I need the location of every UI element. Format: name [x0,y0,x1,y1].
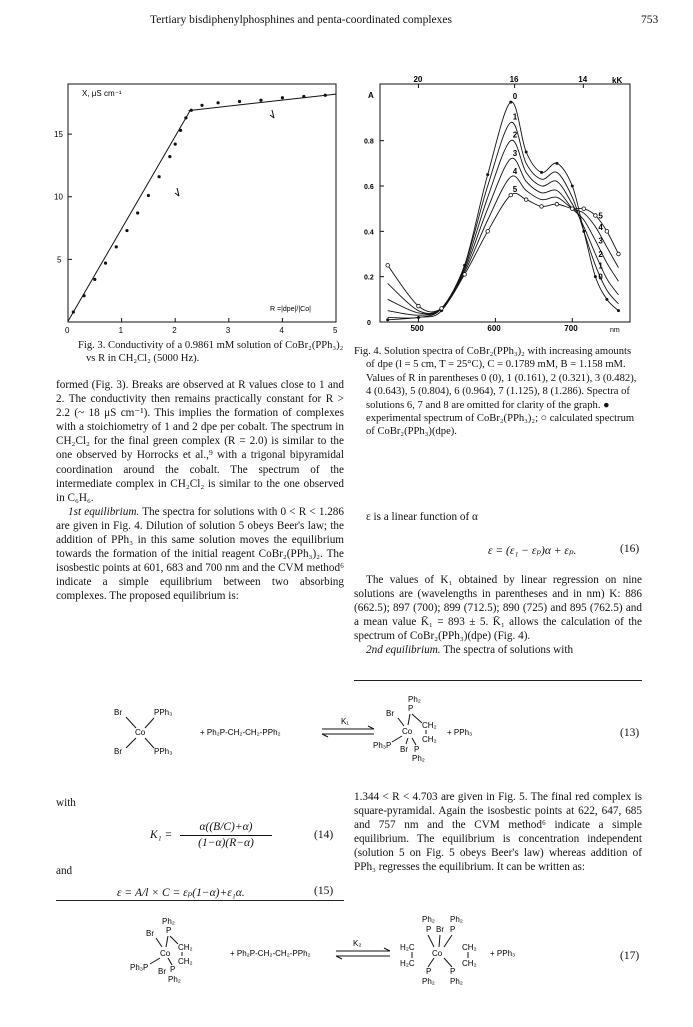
eq16-number: (16) [620,543,640,555]
fig4-top-tick-label: 20 [413,75,423,84]
left-column [56,378,344,604]
fig4-peak-label: 3 [512,148,518,158]
fig3-data-point [174,143,177,146]
reactant-pph3-top: PPh₃ [154,708,173,717]
fig4-curve-label: 5 [598,211,603,221]
fig3-caption: Fig. 3. Conductivity of a 0.9861 mM solution of CoBr₂(PPh₃)₂ vs R in CH₂Cl₂ (5000 Hz). [78,340,344,365]
fig4-x-tick-label: 500 [410,324,424,333]
s17-plus-pph3: + PPh₃ [490,949,516,958]
fig4-experimental-point [386,318,389,321]
s17-r-p-bl: P [426,967,432,976]
scheme13-plus-pph3: + PPh₃ [447,728,473,737]
first-equilibrium-heading: 1st equilibrium. [68,505,140,518]
fig3-data-point [302,95,305,98]
s17-r-co: Co [432,949,443,958]
fig4-y-tick-label: 0.6 [364,184,374,191]
s17-r-ph2-bl: Ph₂ [422,977,435,986]
eq15: ε = A/l × C = εₚ(1−α)+ε₁α. [117,887,245,899]
product-br-top: Br [386,709,394,718]
reactant-br-bottom: Br [114,747,122,756]
s17-r-p-tr: P [450,925,456,934]
product-p-bottom: P [414,745,420,754]
fig3-data-point [72,310,75,313]
scheme13-k1: K₁ [341,717,350,726]
s17-l-p-bottom: P [170,965,176,974]
k1-values-para: The values of K₁ obtained by linear regression on nine solutions are (wavelengths in parentheses and in nm) K: 886 (662.5); 897 (700); 899 (712.5); 890 (725) and 895 (762.5) and a mean value K̄₁ = 893 ± 5. K̄₁ allows the calculation of the spectrum of CoBr₂(PPh₃)(dpe) (Fig. 4). [354,574,642,643]
fig4-experimental-point [540,171,543,174]
left-para-1: formed (Fig. 3). Breaks are observed at R values close to 1 and 2. The conductivity then remains practically constant for R > 2.2 (~ 18 μS cm⁻¹). This implies the formation of complexes with a stoichiometry of 1 and 2 dpe per cobalt. The spectrum in CH₂Cl₂ for the final green complex (R = 2.0) is similar to the one observed by Horrocks et al.,⁹ with a trigonal bipyramidal coordination around the cobalt. The spectrum of the intermediate complex in CH₂Cl₂ is similar to the one observed in C₆H₆. [56,379,344,504]
fig4-y-tick-label: 0.4 [364,229,374,237]
fig4-x-tick-label: 600 [487,324,501,333]
right-column-para3-box [354,790,642,875]
fig3-fit-line [189,94,336,111]
fig4-calculated-point [582,207,586,211]
fig4-bottom-unit: nm [610,327,620,334]
fig3-data-point [190,109,193,112]
second-equilibrium-tail: The spectra of solutions with [440,644,574,657]
fig3-y-tick-label: 10 [54,192,63,202]
s17-r-ph2-br: Ph₂ [450,977,463,986]
second-equilibrium-para [354,643,642,657]
fig4-calculated-point [571,207,575,211]
fig4-curve-2 [388,140,619,315]
right-column [354,510,642,524]
page-number: 753 [641,14,659,26]
fig3-data-point [93,278,96,281]
s17-l-br-top: Br [146,929,154,938]
fig3-data-point [179,129,182,132]
s17-r-h2c-top: H₂C [400,943,415,952]
left-para-2-text: The spectra for solutions with 0 < R < 1.286 are given in Fig. 4. Dilution of solution 5 obeys Beer's law; the addition of PPh₃ in this same solution moves the equilibrium towards the formation of the initial reagent CoBr₂(PPh₃)₂. The isosbestic points at 601, 683 and 700 nm and the CVM method⁶ indicate a simple equilibrium between two absorbing complexes. The proposed equilibrium is: [56,505,344,603]
fig4-top-unit: kK [612,76,623,85]
eq17-number: (17) [620,950,640,962]
s17-l-ph2-bottom: Ph₂ [168,975,181,984]
fig3-chart [56,80,346,348]
fig4-caption [354,345,642,439]
fig3-y-tick-label: 5 [57,255,62,265]
scheme-13 [90,690,650,782]
linear-function-note: ε is a linear function of α [366,511,478,523]
fig4-axis-A: A [368,91,374,100]
fig4-curve-5 [388,193,619,312]
fig4-caption-text: Fig. 4. Solution spectra of CoBr₂(PPh₃)₂ with increasing amounts of dpe (l = 5 cm, T = 25°C), C = 0.1789 mM, B = 1.158 mM. Values of R in parentheses 0 (0), 1 (0.161), 2 (0.321), 3 (0.482), 4 (0.643), 5 (0.804), 6 (0.964), 7 (1.125), 8 (1.286). Spectra of solutions 6, 7 and 8 are omitted for clarity of the graph. ● experimental spectrum of CoBr₂(PPh₃)₂; ○ calculated spectrum of CoBr₂(PPh₃)(dpe). [354,346,637,438]
s17-l-co: Co [160,949,171,958]
fig3-data-point [184,116,187,119]
product-ph2-top: Ph₂ [408,695,421,704]
and-label: and [56,865,73,877]
fig3-data-point [136,211,139,214]
fig3-x-tick-label: 3 [225,326,231,335]
fig4-calculated-point [594,214,598,218]
eq16: ε = (ε₁ − εₚ)α + εₚ. [488,545,577,557]
fig4-curve-label: 1 [598,261,603,271]
fig3-data-point [104,262,107,265]
fig4-curve-label: 2 [598,250,603,259]
fig4-top-tick-label: 14 [578,75,588,84]
s17-l-p-top: P [166,926,172,935]
fig4-experimental-point [571,185,574,188]
running-title: Tertiary bisdiphenylphosphines and penta-coordinated complexes [150,14,452,26]
s17-r-p-tl: P [426,925,432,934]
fig4-chart [354,74,646,340]
fig3-x-tick-label: 2 [172,326,177,335]
second-equilibrium-heading: 2nd equilibrium. [366,644,441,657]
scheme13-plus-dpe: + Ph₂P-CH₂-CH₂-PPh₂ [200,728,281,737]
fig4-y-tick-label: 0 [367,320,371,327]
fig3-data-point [158,175,161,178]
left-column-rule [56,900,344,901]
right-para-3: 1.344 < R < 4.703 are given in Fig. 5. The final red complex is square-pyramidal. Again the isosbestic points at 622, 647, 685 and 757 nm and the CVM method⁶ indicate a simple equilibrium. The equilibrium is concentration independent (solution 5 on Fig. 5 obeys Beer's law) whereas addition of PPh₃ regresses the equilibrium. It can be written as: [354,791,642,874]
s17-r-ch2-top: CH₂ [462,943,477,952]
right-column-rule [354,680,642,681]
eq13-number: (13) [620,727,640,739]
fig4-experimental-point [605,298,608,301]
reactant-pph3-bottom: PPh₃ [154,747,173,756]
s17-r-ch2-bottom: CH₂ [462,959,477,968]
eq14-fraction [180,820,272,851]
reactant-br-top: Br [114,708,122,717]
s17-l-ch2-bottom: CH₂ [178,957,193,966]
fig4-y-tick-label: 0.2 [364,274,374,282]
s17-l-pph3: Ph₃P [130,963,149,972]
right-column-cont [354,573,642,658]
s17-l-br-bottom: Br [158,967,166,976]
fig3-x-tick-label: 5 [333,326,338,335]
eq14-number: (14) [314,829,334,841]
product-ch2-top: CH₂ [422,721,437,730]
fig3-data-point [125,229,128,232]
fig4-peak-label: 4 [512,166,518,176]
fig4-calculated-point [524,198,528,202]
fig3-data-point [259,99,262,102]
fig3-data-point [324,94,327,97]
fig4-experimental-point [555,162,558,165]
eq14-numerator: α((B/C)+α) [199,821,253,833]
fig3-data-point [281,96,284,99]
product-pph3: Ph₃P [373,741,392,750]
product-co: Co [402,727,413,736]
fig4-calculated-point [540,205,544,209]
product-p-top: P [408,704,414,713]
fig3-data-point [238,100,241,103]
s17-r-p-br: P [450,967,456,976]
fig4-top-tick-label: 16 [509,75,519,84]
s17-r-h2c-bottom: H₂C [400,959,415,968]
fig4-calculated-point [605,230,609,234]
fig4-curve-3 [388,158,619,314]
reactant-co: Co [135,728,146,737]
eq14-denominator: (1−α)(R−α) [180,835,272,851]
fig4-frame [380,84,630,322]
with-label: with [56,797,76,809]
fig3-data-point [147,194,150,197]
fig4-calculated-point [486,230,490,234]
fig3-data-point [115,245,118,248]
product-ph2-bottom: Ph₂ [412,754,425,763]
fig4-calculated-point [440,307,444,311]
fig3-x-tick-label: 0 [65,326,70,335]
fig4-y-tick-label: 0.8 [364,138,374,146]
fig4-peak-label: 1 [512,112,518,122]
s17-r-ph2-tr: Ph₂ [450,915,463,924]
fig4-curve-label: 0 [598,272,603,282]
s17-l-ch2-top: CH₂ [178,943,193,952]
eq15-number: (15) [314,885,334,897]
left-para-2 [56,505,344,604]
fig3-y-tick-label: 15 [54,130,63,140]
s17-r-br: Br [436,925,444,934]
fig3-y-unit: X, μS cm⁻¹ [82,89,122,98]
product-br-bottom: Br [400,745,408,754]
fig4-curve-label: 4 [598,222,603,232]
fig3-data-point [216,101,219,104]
fig4-calculated-point [386,264,390,268]
fig4-calculated-point [555,202,559,206]
fig4-experimental-point [594,275,597,278]
fig4-experimental-point [617,309,620,312]
s17-l-ph2-top: Ph₂ [162,917,175,926]
fig4-curve-4 [388,176,619,314]
fig3-fit-line [68,109,191,322]
fig4-calculated-point [417,304,421,308]
fig3-data-point [82,294,85,297]
fig4-experimental-point [525,151,528,154]
fig4-peak-label: 0 [512,92,518,102]
fig4-calculated-point [617,252,621,256]
fig3-x-tick-label: 1 [118,326,124,335]
fig4-peak-label: 5 [512,185,518,195]
s17-k2: K₂ [353,939,362,948]
fig4-experimental-point [486,173,489,176]
fig3-ratio-label: R =|dpe|/|Co| [270,306,311,313]
fig4-x-tick-label: 700 [564,324,578,333]
fig4-peak-label: 2 [512,130,518,140]
eq14-lhs: K₁ = [150,829,173,841]
s17-plus-dpe: + Ph₂P-CH₂-CH₂-PPh₂ [230,949,311,958]
fig4-curve-label: 3 [598,236,603,246]
s17-r-ph2-tl: Ph₂ [422,915,435,924]
fig4-calculated-point [463,273,467,277]
scheme-17 [100,910,660,1010]
fig3-frame [68,84,336,322]
fig3-data-point [168,155,171,158]
fig3-x-tick-label: 4 [279,326,284,335]
product-ch2-bottom: CH₂ [422,735,437,744]
fig3-data-point [200,104,203,107]
